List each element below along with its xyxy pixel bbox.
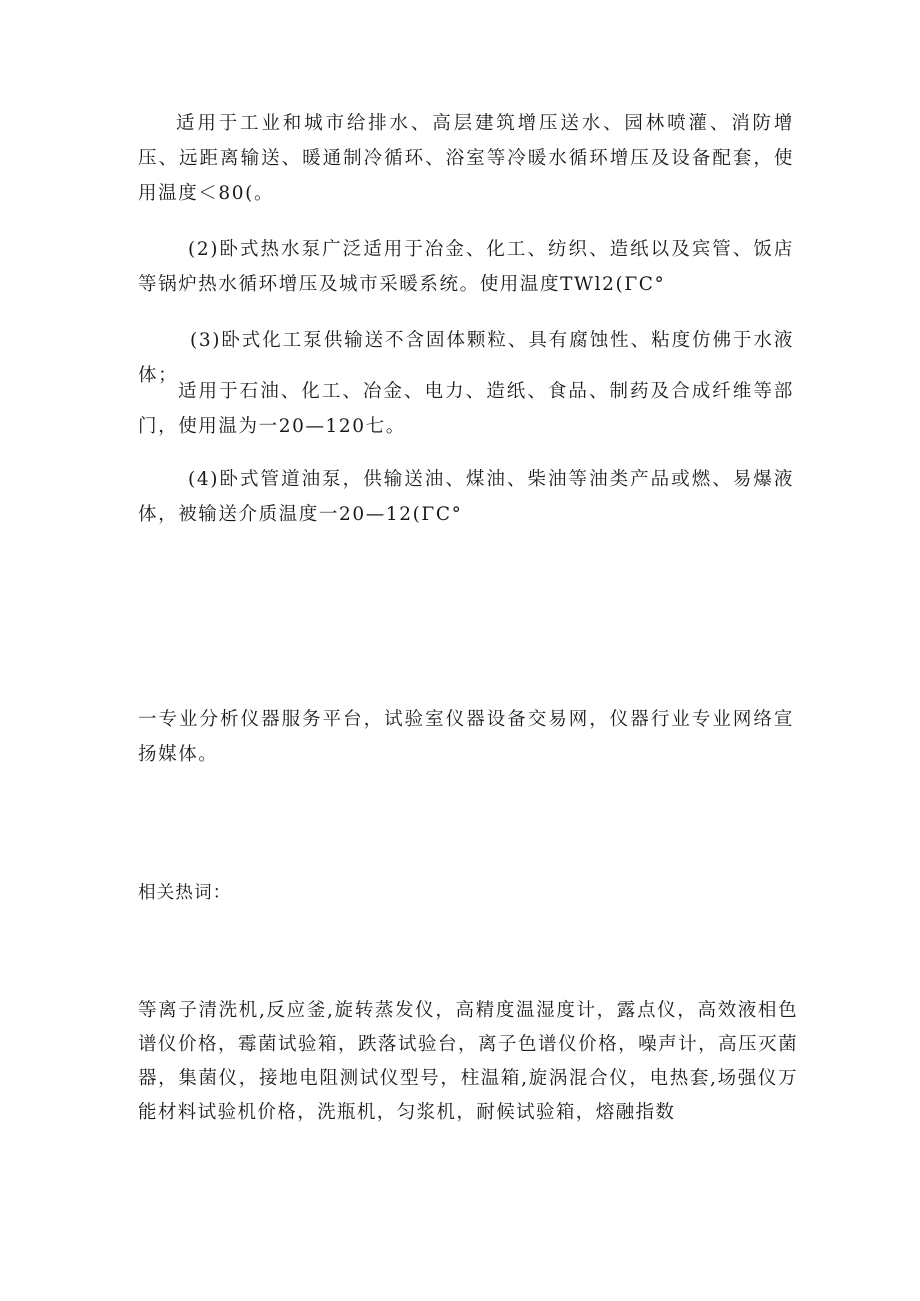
paragraph-hot-water-pump: (2)卧式热水泵广泛适用于冶金、化工、纺织、造纸以及宾管、饭店等锅炉热水循环增压及城市采暖系统。使用温度TWl2(ΓC° xyxy=(138,239,794,295)
hot-words-label: 相关热词： xyxy=(138,883,232,903)
paragraph-chemical-pump: (3)卧式化工泵供输送不含固体颗粒、具有腐蚀性、粘度仿佛于水液体； xyxy=(138,330,794,386)
platform-description: 一专业分析仪器服务平台，试验室仪器设备交易网，仪器行业专业网络宣扬媒体。 xyxy=(138,709,794,765)
paragraph-usage-general: 适用于工业和城市给排水、高层建筑增压送水、园林喷灌、消防增压、远距离输送、暖通制冷循环、浴室等冷暖水循环增压及设备配套，使用温度＜80(。 xyxy=(138,113,794,204)
hot-words-list: 等离子清洗机,反应釜,旋转蒸发仪，高精度温湿度计，露点仪，高效液相色谱仪价格，霉菌试验箱，跌落试验台，离子色谱仪价格，噪声计，高压灭菌器，集菌仪，接地电阻测试仪型号，柱温箱,旋涡混合仪，电热套,场强仪万能材料试验机价格，洗瓶机，匀浆机，耐候试验箱，熔融指数 xyxy=(138,1000,798,1123)
paragraph-oil-pump: (4)卧式管道油泵，供输送油、煤油、柴油等油类产品或燃、易爆液体，被输送介质温度一20—12(ΓC° xyxy=(138,469,794,525)
paragraph-chemical-pump-usage: 适用于石油、化工、冶金、电力、造纸、食品、制药及合成纤维等部门，使用温为一20—120七。 xyxy=(138,381,794,437)
